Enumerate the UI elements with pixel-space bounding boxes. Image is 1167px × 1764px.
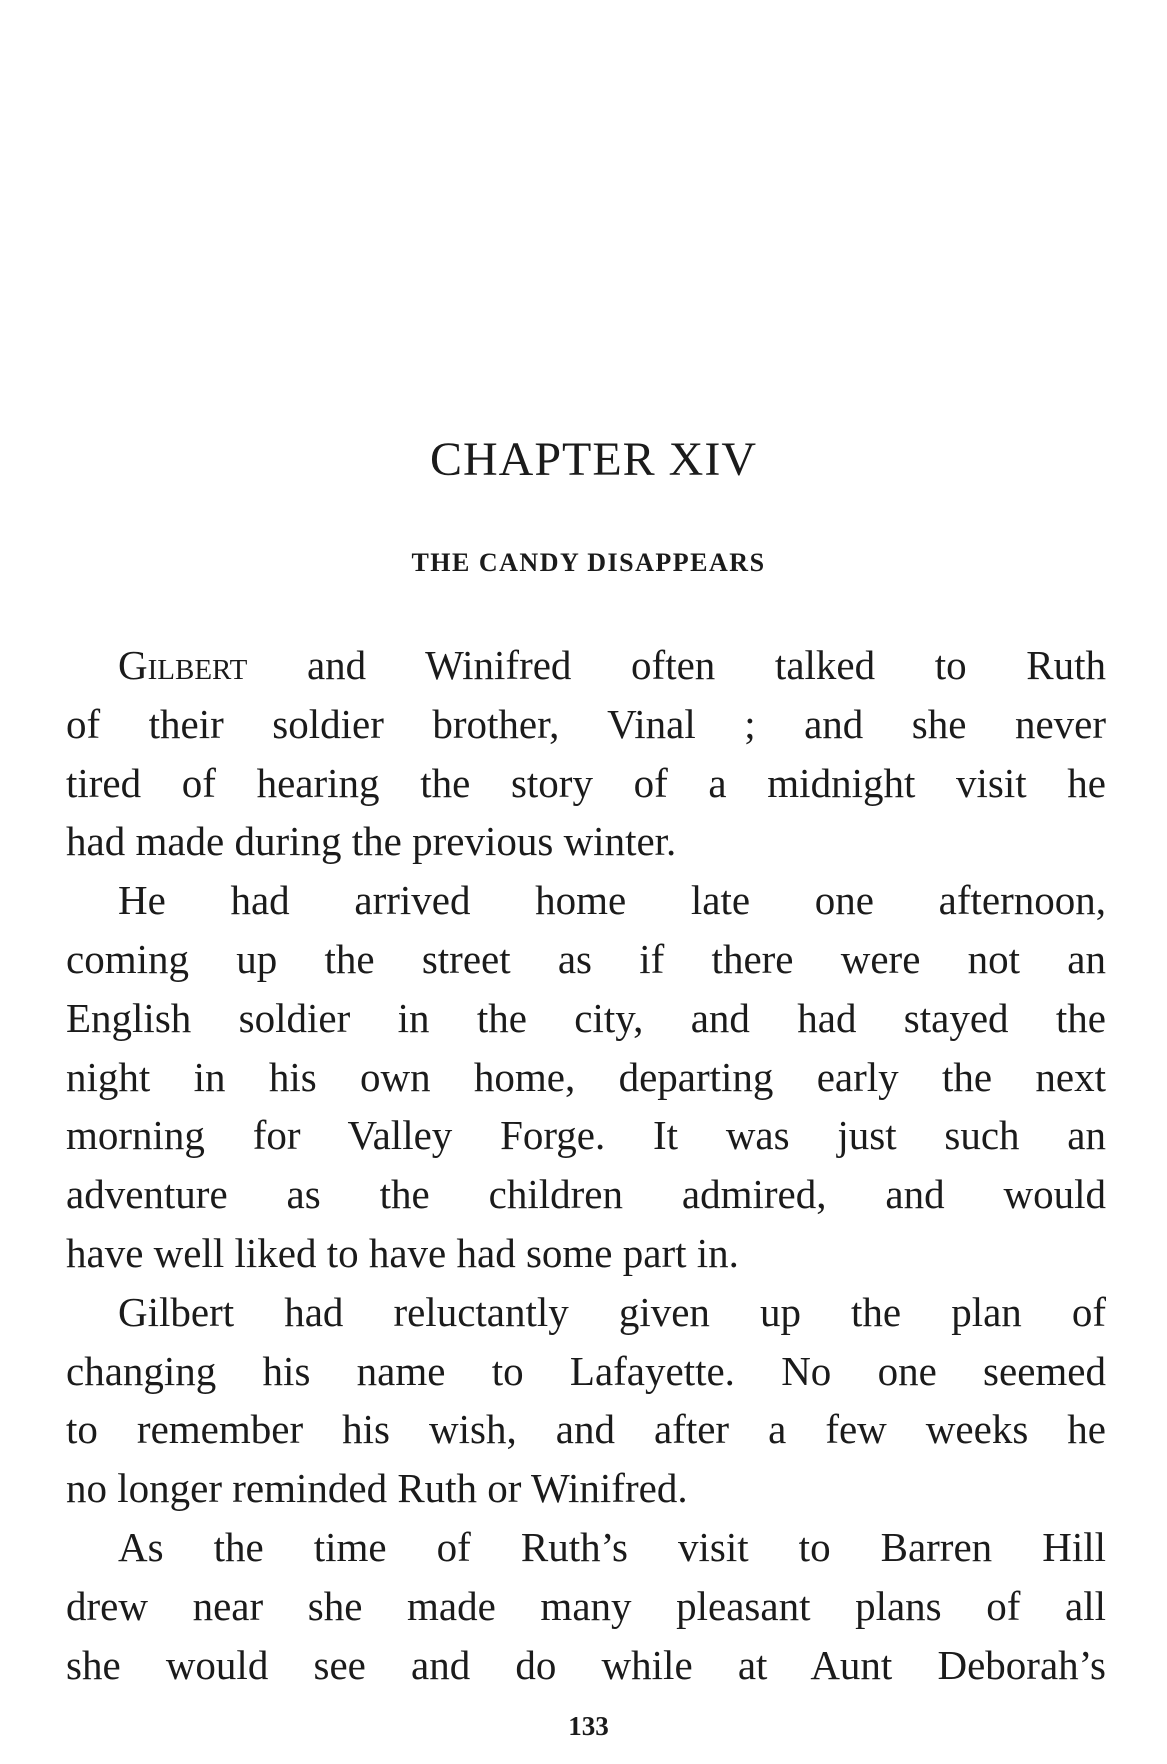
- paragraph-2-line-7: have well liked to have had some part in.: [66, 1229, 739, 1276]
- opening-word: Gilbert: [118, 642, 248, 688]
- chapter-heading: CHAPTER XIV: [429, 433, 757, 486]
- paragraph-3-line-2: changing his name to Lafayette. No one seemed: [66, 1347, 1106, 1394]
- paragraph-1-line-3: tired of hearing the story of a midnight visit he: [66, 759, 1106, 806]
- paragraph-3-line-4: no longer reminded Ruth or Winifred.: [66, 1465, 688, 1512]
- paragraph-2-line-1: He had arrived home late one afternoon,: [118, 877, 1106, 924]
- paragraph-3-line-3: to remember his wish, and after a few weeks he: [66, 1406, 1106, 1453]
- paragraph-1-line-2: of their soldier brother, Vinal ; and she never: [66, 700, 1106, 747]
- paragraph-4-line-1: As the time of Ruth’s visit to Barren Hill: [118, 1523, 1106, 1570]
- paragraph-3-line-1: Gilbert had reluctantly given up the plan of: [118, 1288, 1106, 1335]
- paragraph-1-line-1: [66, 636, 1106, 695]
- paragraph-2-line-5: morning for Valley Forge. It was just such an: [66, 1112, 1106, 1159]
- page-number: 133: [568, 1711, 609, 1741]
- paragraph-2-line-2: coming up the street as if there were not an: [66, 935, 1106, 982]
- paragraph-2-line-6: adventure as the children admired, and would: [66, 1171, 1106, 1218]
- paragraph-2-line-3: English soldier in the city, and had stayed the: [66, 994, 1106, 1041]
- line-text: and Winifred often talked to Ruth: [247, 642, 1106, 688]
- paragraph-4-line-2: drew near she made many pleasant plans of all: [66, 1582, 1106, 1629]
- paragraph-1-line-4: had made during the previous winter.: [66, 818, 677, 865]
- body-text: [66, 636, 1106, 1694]
- paragraph-4-line-3: she would see and do while at Aunt Deborah’s: [66, 1641, 1106, 1688]
- chapter-title: THE CANDY DISAPPEARS: [411, 548, 766, 577]
- paragraph-2-line-4: night in his own home, departing early the next: [66, 1053, 1106, 1100]
